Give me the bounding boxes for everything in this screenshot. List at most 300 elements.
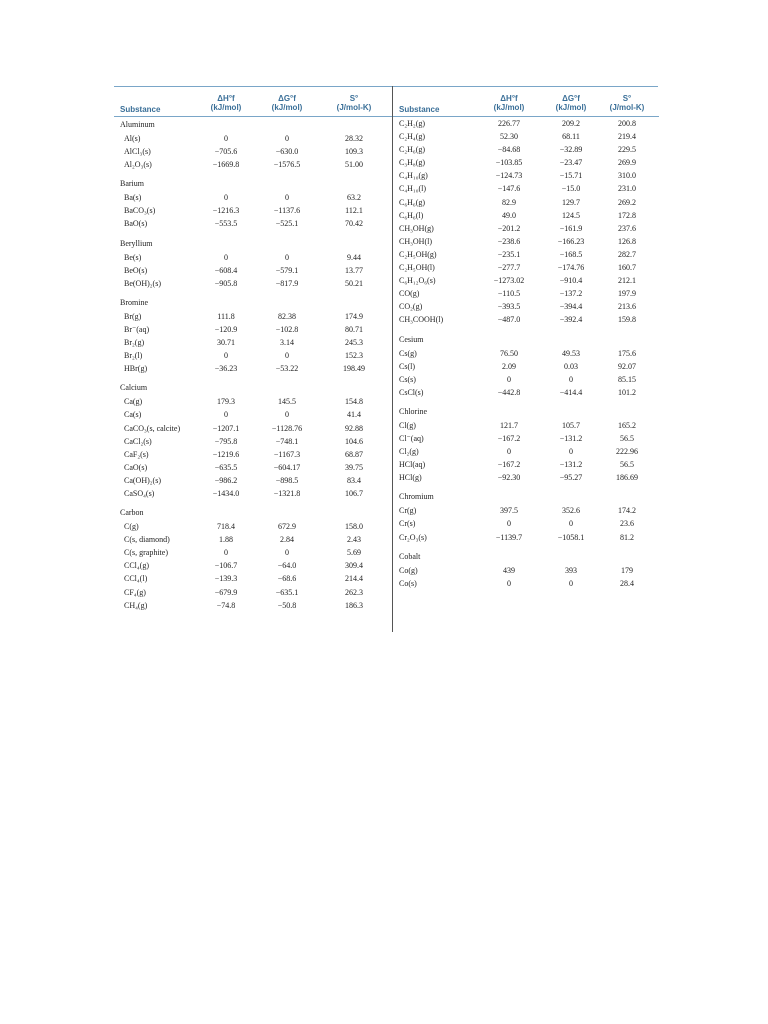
substance-cell: Al₂O₃(s) (124, 160, 152, 170)
substance-cell: Co(g) (399, 565, 418, 575)
gibbs-cell: 0 (569, 447, 573, 457)
enthalpy-cell: −167.2 (497, 460, 521, 470)
entropy-cell: 81.2 (620, 532, 634, 542)
gibbs-cell: −137.2 (559, 289, 583, 299)
table-row (114, 408, 392, 421)
entropy-cell: 158.0 (345, 522, 363, 532)
substance-cell: BaO(s) (124, 219, 148, 229)
enthalpy-cell: −124.73 (495, 171, 523, 181)
gibbs-cell: 2.84 (280, 535, 294, 545)
table-row (114, 204, 392, 217)
gibbs-cell: 0 (569, 374, 573, 384)
table-row (393, 143, 659, 156)
group-heading (114, 500, 392, 520)
header-dg (545, 94, 597, 112)
entropy-cell: 231.0 (618, 184, 636, 194)
entropy-cell: 282.7 (618, 249, 636, 259)
header-dg-unit: (kJ/mol) (555, 103, 587, 112)
entropy-cell: 310.0 (618, 171, 636, 181)
header-dh (196, 94, 256, 112)
entropy-cell: 92.07 (618, 361, 636, 371)
entropy-cell: 85.15 (618, 374, 636, 384)
gibbs-cell: −15.0 (561, 184, 581, 194)
entropy-cell: 174.2 (618, 506, 636, 516)
substance-cell: C₆H₁₂O₆(s) (399, 276, 436, 286)
substance-cell: CO₂(g) (399, 302, 423, 312)
enthalpy-cell: 226.77 (498, 119, 520, 128)
group-heading (114, 117, 392, 132)
substance-cell: CCl₄(g) (124, 561, 150, 571)
gibbs-cell: −394.4 (559, 302, 583, 312)
gibbs-cell: 352.6 (562, 506, 580, 516)
table-row (393, 209, 659, 222)
substance-cell: CaO(s) (124, 462, 148, 472)
entropy-cell: 80.71 (345, 324, 363, 334)
gibbs-cell: −1321.8 (273, 488, 301, 498)
group-name: Cesium (399, 334, 424, 344)
table-row (114, 461, 392, 474)
header-dg (257, 94, 317, 112)
gibbs-cell: −525.1 (275, 219, 299, 229)
gibbs-cell: −32.89 (559, 145, 583, 155)
group-heading (114, 231, 392, 251)
entropy-cell: 214.4 (345, 574, 363, 584)
gibbs-cell: −1137.6 (273, 206, 301, 216)
enthalpy-cell: −1139.7 (495, 532, 523, 542)
substance-cell: C₂H₆(g) (399, 145, 426, 155)
enthalpy-cell: 49.0 (502, 210, 516, 220)
substance-cell: CCl₄(l) (124, 574, 148, 584)
enthalpy-cell: 439 (503, 565, 515, 575)
table-row (114, 559, 392, 572)
enthalpy-cell: −110.5 (497, 289, 521, 299)
substance-cell: Cs(l) (399, 361, 415, 371)
gibbs-cell: 129.7 (562, 197, 580, 207)
header-dg-symbol: ΔG°f (562, 94, 580, 103)
group-heading (114, 290, 392, 310)
table-row (393, 432, 659, 445)
entropy-cell: 200.8 (618, 119, 636, 128)
table-row (114, 132, 392, 145)
substance-cell: Br(g) (124, 311, 142, 321)
table-row (393, 248, 659, 261)
enthalpy-cell: −92.30 (497, 473, 521, 483)
entropy-cell: 126.8 (618, 236, 636, 246)
entropy-cell: 309.4 (345, 561, 363, 571)
table-row (393, 182, 659, 195)
gibbs-cell: 68.11 (562, 132, 580, 142)
enthalpy-cell: −1434.0 (212, 488, 240, 498)
entropy-cell: 269.2 (618, 197, 636, 207)
table-row (114, 362, 392, 375)
entropy-cell: 70.42 (345, 219, 363, 229)
gibbs-cell: −166.23 (557, 236, 585, 246)
table-row (114, 395, 392, 408)
substance-cell: Be(OH)₂(s) (124, 278, 161, 288)
table-row (393, 287, 659, 300)
gibbs-cell: 0 (285, 548, 289, 558)
right-header (393, 86, 659, 117)
enthalpy-cell: 0 (224, 548, 228, 558)
substance-cell: C₄H₁₀(l) (399, 184, 427, 194)
gibbs-cell: −910.4 (559, 276, 583, 286)
gibbs-cell: −53.22 (275, 364, 299, 374)
table-row (114, 599, 392, 612)
left-rows (114, 117, 392, 612)
substance-cell: CsCl(s) (399, 387, 424, 397)
table-row (393, 360, 659, 373)
table-row (393, 445, 659, 458)
table-row (393, 300, 659, 313)
enthalpy-cell: −1219.6 (212, 449, 240, 459)
table-row (393, 169, 659, 182)
entropy-cell: 28.32 (345, 134, 363, 143)
header-substance: Substance (399, 105, 440, 114)
table-row (393, 577, 659, 590)
substance-cell: CF₄(g) (124, 587, 146, 597)
substance-cell: AlCl₃(s) (124, 147, 151, 157)
substance-cell: CH₃OH(l) (399, 236, 433, 246)
substance-cell: Br₂(g) (124, 338, 145, 348)
gibbs-cell: −1058.1 (557, 532, 585, 542)
entropy-cell: 51.00 (345, 160, 363, 170)
gibbs-cell: −174.76 (557, 263, 585, 273)
gibbs-cell: −50.8 (277, 600, 297, 610)
table-row (114, 520, 392, 533)
header-dh-symbol: ΔH°f (500, 94, 518, 103)
table-row (114, 422, 392, 435)
group-name: Aluminum (120, 120, 155, 129)
gibbs-cell: −15.71 (559, 171, 583, 181)
enthalpy-cell: −487.0 (497, 315, 521, 325)
table-row (393, 130, 659, 143)
enthalpy-cell: −147.6 (497, 184, 521, 194)
table-row (114, 572, 392, 585)
enthalpy-cell: −1216.3 (212, 206, 240, 216)
enthalpy-cell: 0 (507, 578, 511, 588)
header-s (601, 94, 653, 112)
gibbs-cell: −748.1 (275, 436, 299, 446)
enthalpy-cell: −905.8 (214, 278, 238, 288)
gibbs-cell: −131.2 (559, 460, 583, 470)
entropy-cell: 186.3 (345, 600, 363, 610)
enthalpy-cell: −679.9 (214, 587, 238, 597)
gibbs-cell: −635.1 (275, 587, 299, 597)
table-row (393, 222, 659, 235)
table-row (393, 196, 659, 209)
table-row (393, 156, 659, 169)
substance-cell: CO(g) (399, 289, 420, 299)
header-dh (483, 94, 535, 112)
enthalpy-cell: 718.4 (217, 522, 235, 532)
group-name: Barium (120, 179, 144, 189)
table-row (114, 277, 392, 290)
enthalpy-cell: −235.1 (497, 249, 521, 259)
right-rows (393, 117, 659, 590)
entropy-cell: 9.44 (347, 252, 361, 262)
group-heading (393, 399, 659, 419)
table-row (114, 145, 392, 158)
enthalpy-cell: −36.23 (214, 364, 238, 374)
gibbs-cell: 0 (569, 578, 573, 588)
header-dh-unit: (kJ/mol) (493, 103, 525, 112)
enthalpy-cell: −635.5 (214, 462, 238, 472)
enthalpy-cell: −705.6 (214, 147, 238, 157)
substance-cell: Br⁻(aq) (124, 324, 150, 334)
header-s-symbol: S° (349, 94, 359, 103)
substance-cell: Cl⁻(aq) (399, 433, 424, 443)
enthalpy-cell: 179.3 (217, 397, 235, 407)
entropy-cell: 175.6 (618, 348, 636, 358)
substance-cell: Cl₂(g) (399, 447, 419, 457)
enthalpy-cell: −74.8 (216, 600, 236, 610)
gibbs-cell: 124.5 (562, 210, 580, 220)
enthalpy-cell: 111.8 (217, 311, 235, 321)
entropy-cell: 198.49 (343, 364, 365, 374)
substance-cell: CH₃COOH(l) (399, 315, 444, 325)
substance-cell: C₄H₁₀(g) (399, 171, 428, 181)
entropy-cell: 106.7 (345, 488, 363, 498)
table-row (114, 586, 392, 599)
substance-cell: CH₄(g) (124, 600, 148, 610)
table-row (114, 336, 392, 349)
table-row (393, 564, 659, 577)
entropy-cell: 56.5 (620, 460, 634, 470)
substance-cell: Br₂(l) (124, 351, 143, 361)
entropy-cell: 28.4 (620, 578, 634, 588)
enthalpy-cell: −1273.02 (493, 276, 525, 286)
gibbs-cell: −817.9 (275, 278, 299, 288)
gibbs-cell: 209.2 (562, 119, 580, 128)
header-s (324, 94, 384, 112)
gibbs-cell: 3.14 (280, 338, 294, 348)
header-dh-unit: (kJ/mol) (210, 103, 242, 112)
enthalpy-cell: −167.2 (497, 433, 521, 443)
gibbs-cell: 0.03 (564, 361, 578, 371)
table-row (114, 264, 392, 277)
entropy-cell: 56.5 (620, 433, 634, 443)
substance-cell: Al(s) (124, 134, 141, 143)
entropy-cell: 63.2 (347, 193, 361, 203)
entropy-cell: 41.4 (347, 410, 361, 420)
entropy-cell: 68.87 (345, 449, 363, 459)
substance-cell: Cr(s) (399, 519, 416, 529)
table-row (393, 117, 659, 130)
enthalpy-cell: 0 (507, 519, 511, 529)
group-name: Carbon (120, 508, 144, 518)
entropy-cell: 23.6 (620, 519, 634, 529)
gibbs-cell: −1576.5 (273, 160, 301, 170)
substance-cell: BaCO₃(s) (124, 206, 156, 216)
substance-cell: C₂H₄(g) (399, 132, 426, 142)
entropy-cell: 229.5 (618, 145, 636, 155)
table-row (393, 261, 659, 274)
gibbs-cell: −898.5 (275, 475, 299, 485)
enthalpy-cell: 0 (507, 374, 511, 384)
gibbs-cell: −1128.76 (271, 423, 303, 433)
substance-cell: C₂H₅OH(l) (399, 263, 435, 273)
enthalpy-cell: −393.5 (497, 302, 521, 312)
table-row (393, 347, 659, 360)
substance-cell: Cr₂O₃(s) (399, 532, 427, 542)
table-row (114, 448, 392, 461)
entropy-cell: 165.2 (618, 420, 636, 430)
substance-cell: Cs(s) (399, 374, 416, 384)
enthalpy-cell: 0 (224, 351, 228, 361)
table-row (114, 349, 392, 362)
gibbs-cell: −68.6 (277, 574, 297, 584)
gibbs-cell: −1167.3 (273, 449, 301, 459)
substance-cell: Cl(g) (399, 420, 416, 430)
enthalpy-cell: 0 (224, 252, 228, 262)
gibbs-cell: −95.27 (559, 473, 583, 483)
substance-cell: C₂H₂(g) (399, 119, 426, 128)
group-name: Chromium (399, 492, 434, 502)
enthalpy-cell: −1207.1 (212, 423, 240, 433)
entropy-cell: 213.6 (618, 302, 636, 312)
left-header (114, 86, 392, 117)
table-row (393, 313, 659, 326)
gibbs-cell: −414.4 (559, 387, 583, 397)
table-row (114, 435, 392, 448)
entropy-cell: 160.7 (618, 263, 636, 273)
enthalpy-cell: 0 (507, 447, 511, 457)
enthalpy-cell: −120.9 (214, 324, 238, 334)
enthalpy-cell: 0 (224, 410, 228, 420)
entropy-cell: 159.8 (618, 315, 636, 325)
entropy-cell: 92.88 (345, 423, 363, 433)
entropy-cell: 112.1 (345, 206, 363, 216)
gibbs-cell: 393 (565, 565, 577, 575)
substance-cell: Ca(OH)₂(s) (124, 475, 161, 485)
table-row (393, 517, 659, 530)
substance-cell: HCl(g) (399, 473, 422, 483)
header-s-symbol: S° (622, 94, 632, 103)
enthalpy-cell: −795.8 (214, 436, 238, 446)
substance-cell: C₃H₈(g) (399, 158, 426, 168)
entropy-cell: 186.69 (616, 473, 638, 483)
enthalpy-cell: −553.5 (214, 219, 238, 229)
entropy-cell: 262.3 (345, 587, 363, 597)
group-name: Calcium (120, 383, 148, 393)
header-s-unit: (J/mol-K) (336, 103, 372, 112)
header-s-unit: (J/mol-K) (609, 103, 645, 112)
group-name: Beryllium (120, 238, 153, 248)
entropy-cell: 222.96 (616, 447, 638, 457)
enthalpy-cell: 30.71 (217, 338, 235, 348)
substance-cell: C(g) (124, 522, 139, 532)
header-substance: Substance (120, 105, 161, 114)
enthalpy-cell: −106.7 (214, 561, 238, 571)
gibbs-cell: −64.0 (277, 561, 297, 571)
enthalpy-cell: −84.68 (497, 145, 521, 155)
gibbs-cell: 145.5 (278, 397, 296, 407)
table-row (114, 323, 392, 336)
gibbs-cell: −168.5 (559, 249, 583, 259)
group-name: Chlorine (399, 406, 427, 416)
table-row (114, 251, 392, 264)
substance-cell: Co(s) (399, 578, 417, 588)
gibbs-cell: 0 (285, 134, 289, 143)
substance-cell: CaSO₄(s) (124, 488, 155, 498)
gibbs-cell: 672.9 (278, 522, 296, 532)
left-column (114, 86, 392, 612)
group-name: Bromine (120, 297, 148, 307)
table-row (114, 217, 392, 230)
group-heading (393, 327, 659, 347)
gibbs-cell: −579.1 (275, 265, 299, 275)
entropy-cell: 245.3 (345, 338, 363, 348)
gibbs-cell: −23.47 (559, 158, 583, 168)
substance-cell: Be(s) (124, 252, 142, 262)
substance-cell: Ca(s) (124, 410, 142, 420)
enthalpy-cell: −1669.8 (212, 160, 240, 170)
header-dg-symbol: ΔG°f (278, 94, 296, 103)
entropy-cell: 237.6 (618, 223, 636, 233)
substance-cell: C(s, graphite) (124, 548, 168, 558)
entropy-cell: 83.4 (347, 475, 361, 485)
gibbs-cell: −102.8 (275, 324, 299, 334)
entropy-cell: 219.4 (618, 132, 636, 142)
gibbs-cell: −131.2 (559, 433, 583, 443)
group-heading (114, 375, 392, 395)
table-row (114, 191, 392, 204)
enthalpy-cell: −608.4 (214, 265, 238, 275)
gibbs-cell: 0 (285, 410, 289, 420)
entropy-cell: 109.3 (345, 147, 363, 157)
gibbs-cell: 105.7 (562, 420, 580, 430)
group-heading (114, 171, 392, 191)
entropy-cell: 13.77 (345, 265, 363, 275)
entropy-cell: 212.1 (618, 276, 636, 286)
table-row (393, 373, 659, 386)
entropy-cell: 101.2 (618, 387, 636, 397)
entropy-cell: 197.9 (618, 289, 636, 299)
enthalpy-cell: −442.8 (497, 387, 521, 397)
table-row (114, 310, 392, 323)
entropy-cell: 179 (621, 565, 633, 575)
table-row (393, 458, 659, 471)
gibbs-cell: −161.9 (559, 223, 583, 233)
gibbs-cell: −604.17 (273, 462, 301, 472)
substance-cell: Cs(g) (399, 348, 417, 358)
entropy-cell: 2.43 (347, 535, 361, 545)
table-row (393, 504, 659, 517)
enthalpy-cell: 0 (224, 193, 228, 203)
table-row (114, 487, 392, 500)
gibbs-cell: 0 (285, 252, 289, 262)
enthalpy-cell: 52.30 (500, 132, 518, 142)
group-heading (393, 544, 659, 564)
entropy-cell: 174.9 (345, 311, 363, 321)
enthalpy-cell: 2.09 (502, 361, 516, 371)
substance-cell: BeO(s) (124, 265, 148, 275)
enthalpy-cell: −103.85 (495, 158, 523, 168)
table-row (393, 419, 659, 432)
substance-cell: C₆H₆(l) (399, 210, 424, 220)
entropy-cell: 104.6 (345, 436, 363, 446)
entropy-cell: 152.3 (345, 351, 363, 361)
enthalpy-cell: −201.2 (497, 223, 521, 233)
enthalpy-cell: −238.6 (497, 236, 521, 246)
enthalpy-cell: 82.9 (502, 197, 516, 207)
table-row (393, 531, 659, 544)
gibbs-cell: −392.4 (559, 315, 583, 325)
header-dh-symbol: ΔH°f (217, 94, 235, 103)
group-heading (393, 484, 659, 504)
right-column (392, 86, 659, 632)
gibbs-cell: 49.53 (562, 348, 580, 358)
